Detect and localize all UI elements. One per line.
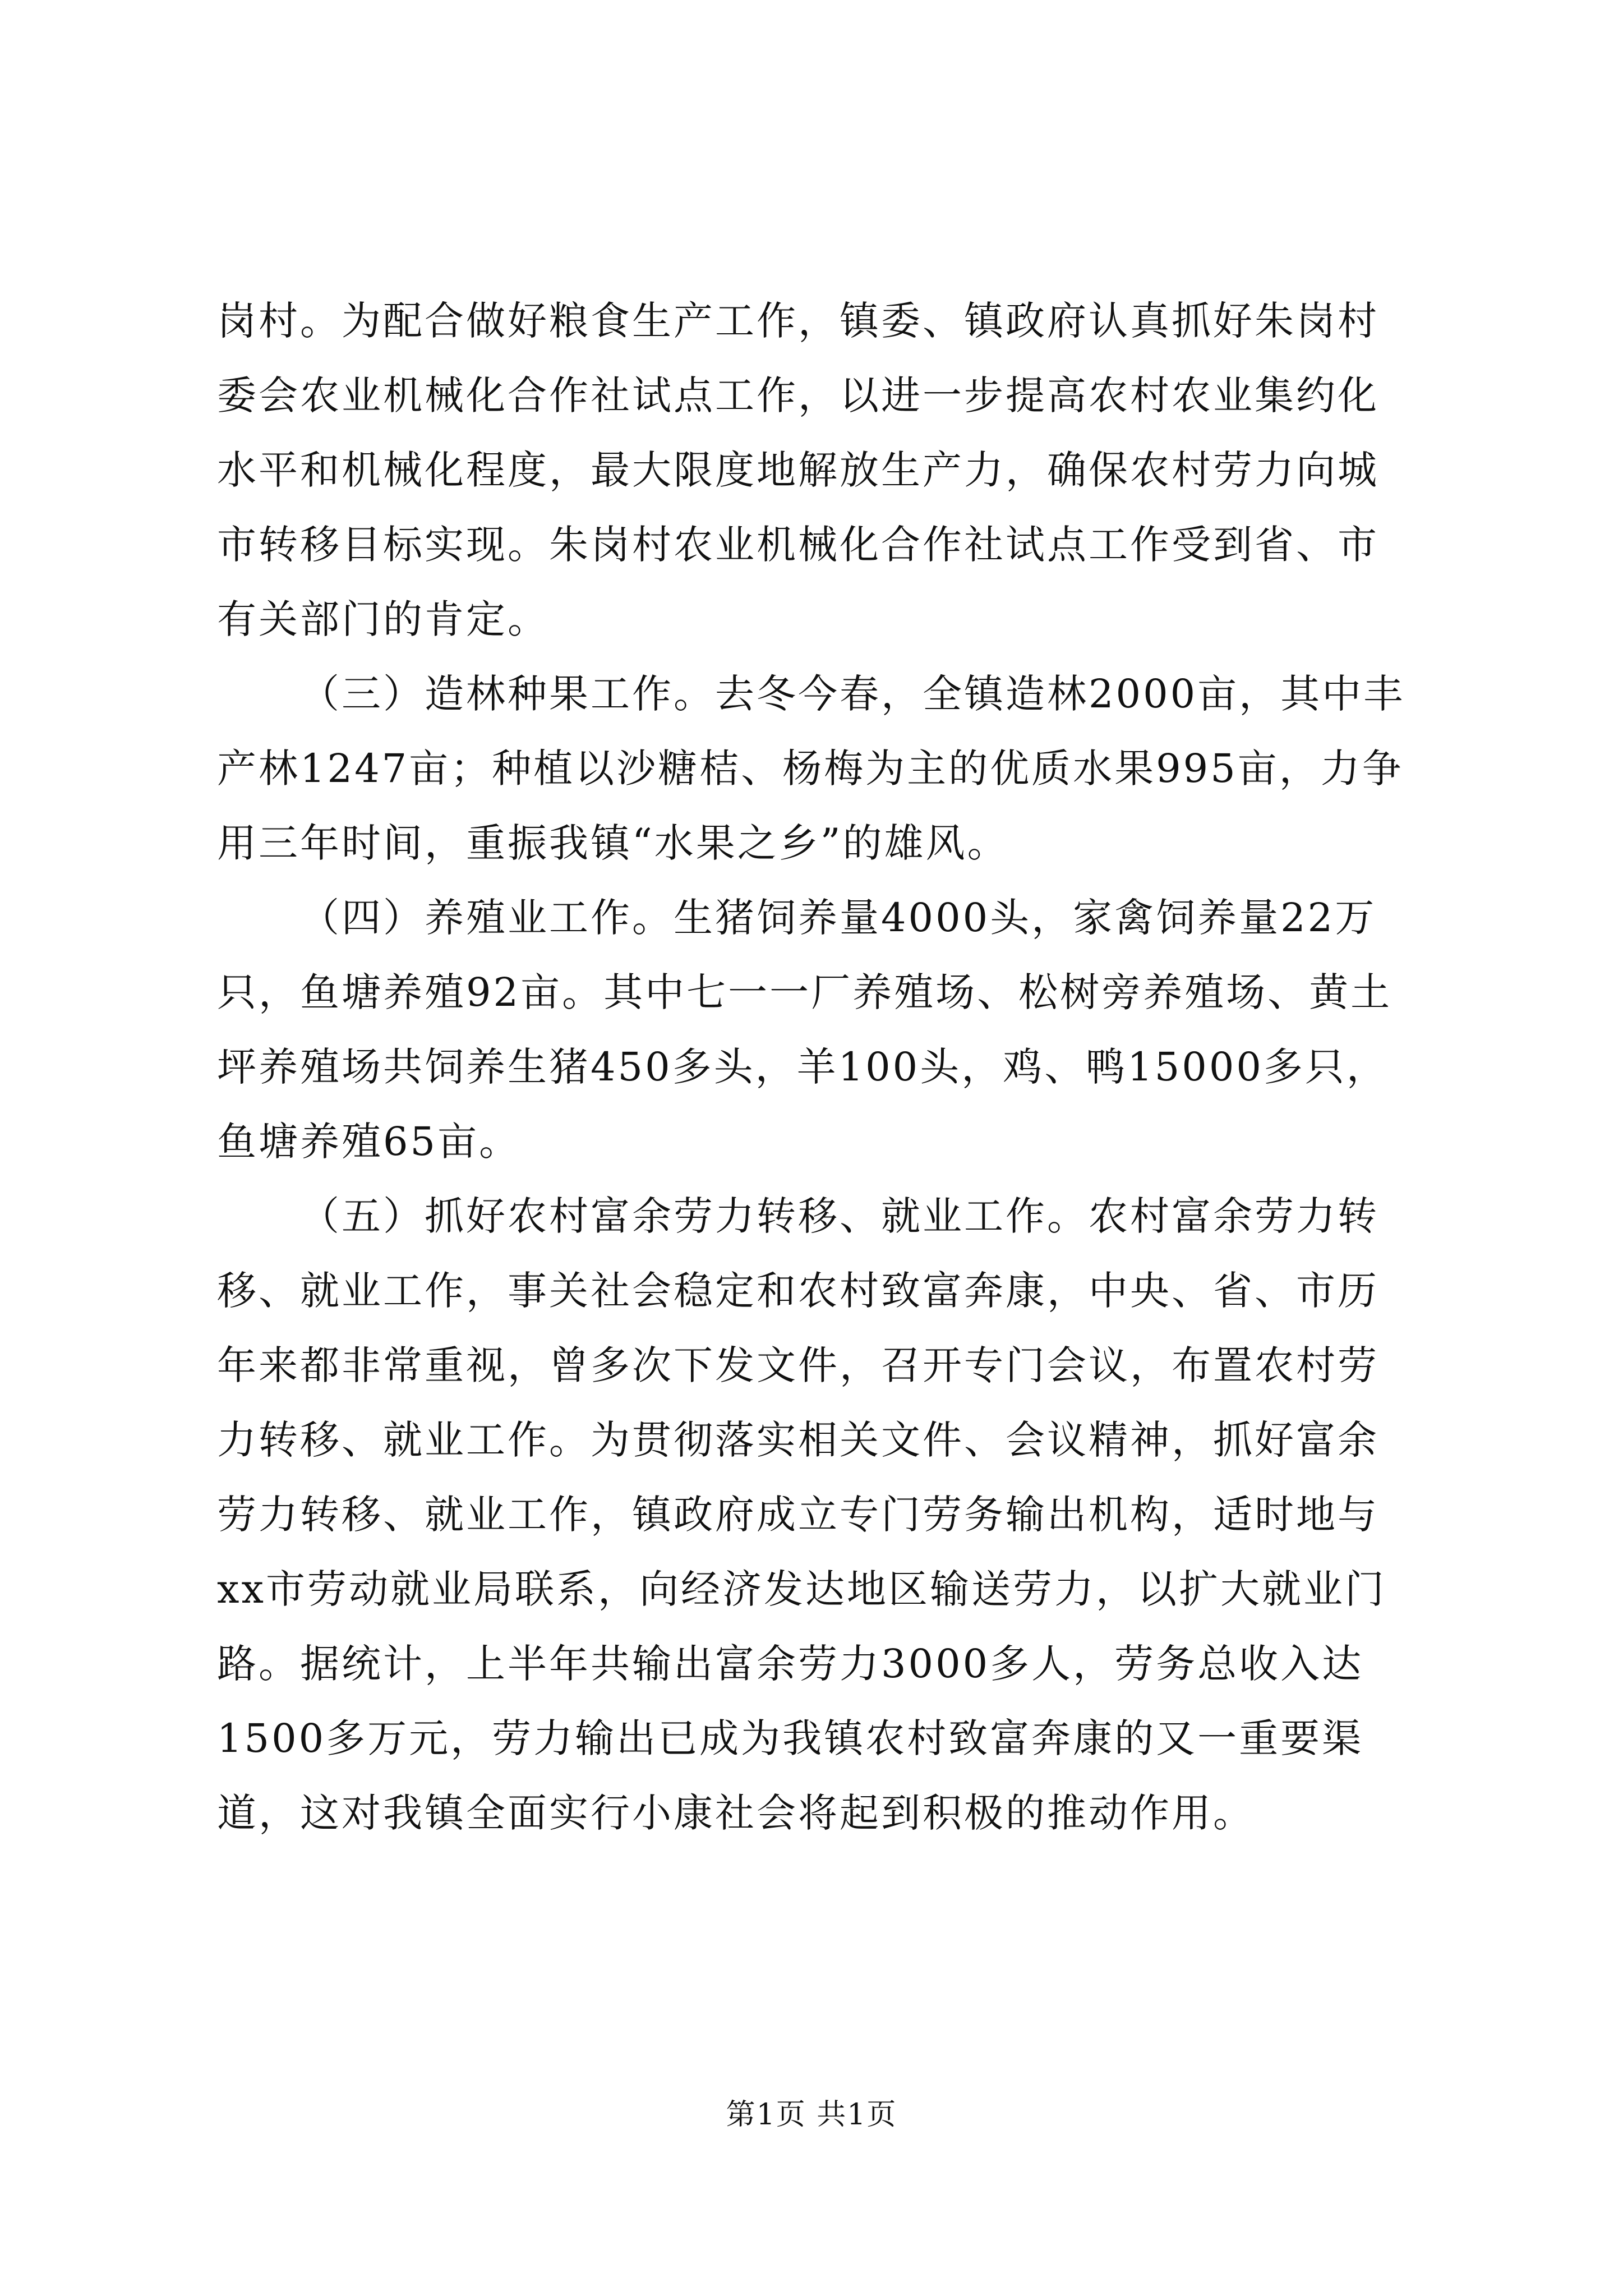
paragraph-breeding: （四）养殖业工作。生猪饲养量4000头，家禽饲养量22万只，鱼塘养殖92亩。其中七一一厂养殖场、松树旁养殖场、黄土坪养殖场共饲养生猪450多头，羊100头，鸡、鸭15000多只，鱼塘养殖65亩。 — [217, 895, 1393, 1165]
paragraph-labor-transfer: （五）抓好农村富余劳力转移、就业工作。农村富余劳力转移、就业工作，事关社会稳定和农村致富奔康，中央、省、市历年来都非常重视，曾多次下发文件，召开专门会议，布置农村劳力转移、就业工作。为贯彻落实相关文件、会议精神，抓好富余劳力转移、就业工作，镇政府成立专门劳务输出机构，适时地与xx市劳动就业局联系，向经济发达地区输送劳力，以扩大就业门路。据统计，上半年共输出富余劳力3000多人，劳务总收入达1500多万元，劳力输出已成为我镇农村致富奔康的又一重要渠道，这对我镇全面实行小康社会将起到积极的推动作用。 — [217, 1193, 1386, 1836]
document-body — [217, 284, 1406, 1851]
page-number-footer: 第1页 共1页 — [726, 2098, 897, 2132]
paragraph-afforestation: （三）造林种果工作。去冬今春，全镇造林2000亩，其中丰产林1247亩；种植以沙糖桔、杨梅为主的优质水果995亩，力争用三年时间，重振我镇“水果之乡”的雄风。 — [217, 671, 1405, 866]
paragraph-continuation: 岗村。为配合做好粮食生产工作，镇委、镇政府认真抓好朱岗村委会农业机械化合作社试点工作，以进一步提高农村农业集约化水平和机械化程度，最大限度地解放生产力，确保农村劳力向城市转移目标实现。朱岗村农业机械化合作社试点工作受到省、市有关部门的肯定。 — [217, 298, 1379, 642]
